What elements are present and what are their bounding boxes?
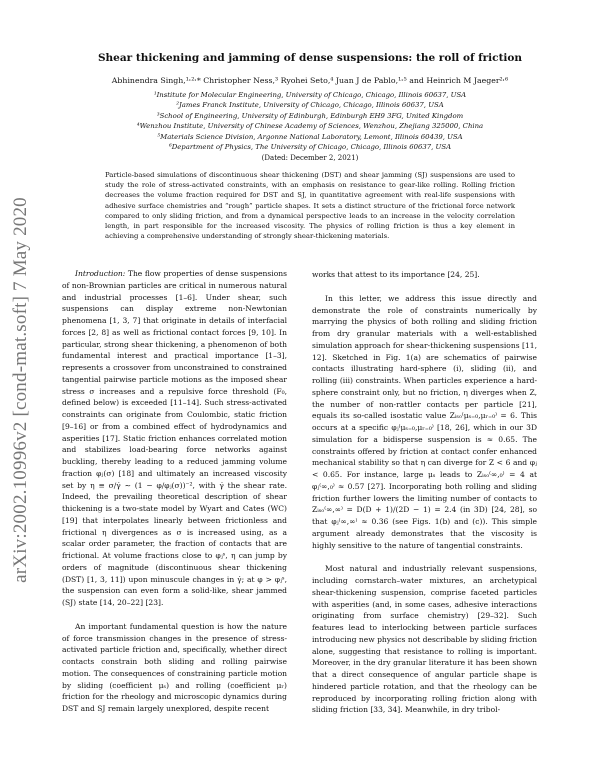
paragraph: [312, 563, 537, 716]
paragraph: [312, 269, 537, 281]
paper-title: Shear thickening and jamming of dense suspensions: the roll of friction: [97, 52, 523, 64]
paragraph: [62, 621, 287, 715]
paragraph-text: Most natural and industrially relevant suspensions, including cornstarch–water mixtures, an archetypical shear-thickening suspension, comprise faceted particles with asperities (and, in some cases, adhesive interactions originating from surface chemistry) [29–32]. Such features lead to interlocking between particle surfaces introducing new physics not describable by sliding friction alone, suggesting that resistance to rolling is important. Moreover, in the dry granular literature it has been shown that a direct consequence of angular particle shape is hindered particle rotation, and that the rheology can be reproduced by incorporating rolling friction along with sliding friction [33, 34]. Meanwhile, in dry tribol-: [312, 564, 537, 715]
affiliation-3: ³School of Engineering, University of Edinburgh, Edinburgh EH9 3FG, United Kingdom: [156, 111, 464, 120]
left-column: [62, 268, 287, 715]
affiliation-1: ¹Institute for Molecular Engineering, University of Chicago, Chicago, Illinois 60637, USA: [153, 91, 467, 99]
arxiv-identifier-stamp: [6, 180, 36, 600]
affiliation-5: ⁵Materials Science Division, Argonne National Laboratory, Lemont, Illinois 60439, USA: [157, 132, 463, 141]
abstract: Particle-based simulations of discontinuous shear thickening (DST) and shear jamming (SJ) suspensions are used to study the role of stress-activated constraints, with an emphasis on resistance to gear-like rolling. Rolling friction decreases the volume fraction required for DST and SJ, in quantitative agreement with real-life suspensions with adhesive surface chemistries and “rough” particle shapes. It sets a distinct structure of the frictional force network compared to only sliding friction, and from a dynamical perspective leads to an increase in the velocity correlation length, in part responsible for the increased viscosity. The physics of rolling friction is thus a key element in achieving a comprehensive understanding of strongly shear-thickening materials.: [105, 171, 515, 241]
arxiv-stamp-text: arXiv:2002.10996v2 [cond-mat.soft] 7 May 2020: [10, 197, 31, 583]
section-lead: Introduction:: [75, 269, 126, 278]
right-column: [312, 269, 537, 716]
affiliation-2: ²James Franck Institute, University of Chicago, Chicago, Illinois 60637, USA: [176, 101, 444, 110]
paragraph-text: An important fundamental question is how the nature of force transmission changes in the presence of stress-activated particle friction and, specifically, whether direct contacts constrain both sliding and rolling pairwise motion. The consequences of constraining particle motion by sliding (coefficient μₛ) and rolling (coefficient μᵣ) friction for the rheology and microscopic dynamics during DST and SJ remain largely unexplored, despite recent: [62, 621, 287, 713]
dated-line: (Dated: December 2, 2021): [261, 154, 359, 162]
author-list: Abhinendra Singh,¹˒²˒* Christopher Ness,³ Ryohei Seto,⁴ Juan J de Pablo,¹˒⁵ and Heinrich M Jaeger²˒⁶: [111, 76, 509, 85]
paragraph: [62, 268, 287, 609]
paragraph-text: In this letter, we address this issue directly and demonstrate the role of constraints numerically by marrying the physics of both rolling and sliding friction from dry granular materials with a well-established simulation approach for shear-thickening suspensions [11, 12]. Sketched in Fig. 1(a) are schematics of pairwise contacts illustrating hard-sphere (i), sliding (ii), and rolling (iii) constraints. When particles experience a hard-sphere constraint only, but no friction, η diverges when Z, the number of non-rattler contacts per particle [21], equals its so-called isostatic value Zᵢₛₒ⁽μₛ₌₀,μᵣ₌₀⁾ = 6. This occurs at a specific φⱼ⁽μₛ₌₀,μᵣ₌₀⁾ [18, 26], which in our 3D simulation for a bidisperse suspension is ≈ 0.65. The constraints offered by friction at contact confer enhanced mechanical stability so that η can diverge for Z < 6 and φⱼ < 0.65. For instance, large μₛ leads to Zᵢₛₒ⁽∞,₀⁾ = 4 at φⱼ⁽∞,₀⁾ ≈ 0.57 [27]. Incorporating both rolling and sliding friction further lowers the limiting number of contacts to Zᵢₛₒ⁽∞,∞⁾ = D(D + 1)/(2D − 1) = 2.4 (in 3D) [24, 28], so that φⱼ⁽∞,∞⁾ ≈ 0.36 (see Figs. 1(b) and (c)). This simple argument already demonstrates that the viscosity is highly sensitive to the nature of tangential constraints.: [312, 293, 537, 550]
paragraph-text: The flow properties of dense suspensions of non-Brownian particles are critical in numerous natural and industrial processes [1–6]. Under shear, such suspensions can display extreme non-Newtonian phenomena [1, 3, 7] that originate in details of interfacial forces [2, 8] as well as frictional contact forces [9, 10]. In particular, strong shear thickening, a phenomenon of both fundamental interest and practical importance [1–3], represents a crossover from unconstrained to constrained tangential pairwise particle motions as the imposed shear stress σ increases and a repulsive force threshold (F₀, defined below) is exceeded [11–14]. Such stress-activated constraints can originate from Coulombic, static friction [9–16] or from a combined effect of hydrodynamics and asperities [17]. Static friction enhances correlated motion and stabilizes load-bearing force networks against buckling, thereby leading to a reduced jamming volume fraction φⱼ(σ) [18] and ultimately an increased viscosity set by η ≡ σ/γ̇ ∼ (1 − φ/φⱼ(σ))⁻², with γ̇ the shear rate. Indeed, the prevailing theoretical description of shear thickening is a two-state model by Wyart and Cates (WC) [19] that interpolates linearly between frictionless and frictional η divergences as σ is increased using, as a scalar order parameter, the fraction of contacts that are frictional. At volume fractions close to φⱼˢ, η can jump by orders of magnitude (discontinuous shear thickening (DST) [1, 3, 11]) upon minuscule changes in γ̇; at φ > φⱼˢ, the suspension can even form a solid-like, shear jammed (SJ) state [14, 20–22] [23].: [62, 269, 287, 607]
paragraph: [312, 293, 537, 552]
paragraph-text: works that attest to its importance [24, 25].: [312, 270, 480, 279]
affiliations: [60, 90, 560, 152]
affiliation-4: ⁴Wenzhou Institute, University of Chinese Academy of Sciences, Wenzhou, Zhejiang 325000, China: [136, 122, 484, 131]
affiliation-6: ⁶Department of Physics, The University of Chicago, Chicago, Illinois 60637, USA: [168, 143, 452, 152]
